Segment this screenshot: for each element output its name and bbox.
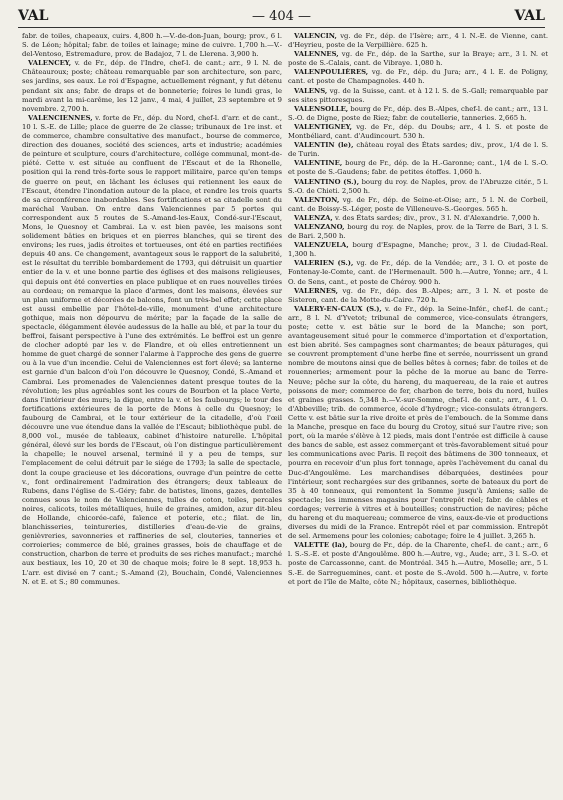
entry-body: vg. de Fr., dép. du Doubs; arr., 4 l. S. et poste de Montbéliard, cant. d'Audincourt. 530 h. bbox=[288, 122, 548, 141]
entry-body: bourg de Fr., dép. de la Charente, chef-l. de cant.; arr., 6 l. S.-S.-E. et poste d'Angoulême. 800 h.—Autre, vg., Aude; arr., 3 l. S.-O. et poste de Carcassonne, cant. de Montréal. 345 h.—Autre, Moselle; arr., 5 l. S.-E. de Sarreguemines, cant. et poste de S.-Avold. 500 h.—Autre, v. forte et port de l'île de Malte, côte N.; hôpitaux, casernes, bibliothèque. bbox=[288, 541, 548, 586]
entry-headword: VALENTINE, bbox=[294, 159, 343, 168]
entry-body: v. de Fr., dép. de l'Indre, chef-l. de cant.; arr., 9 l. N. de Châteauroux; poste; château remarquable par son architecture, son parc, ses jardins, ses eaux. Le roi d'Espagne, actuellement régnant, y fut détenu pendant six ans; fabr. de draps et de bonneterie; foires le lundi gras, le mardi avant la mi-carême, les 12 janv., 4 mai, 4 juillet, 23 septembre et 9 novembre. 2,700 h. bbox=[22, 59, 282, 113]
dictionary-entry bbox=[288, 541, 548, 586]
dictionary-entry bbox=[288, 123, 548, 141]
dictionary-entry bbox=[288, 87, 548, 105]
header-rule bbox=[18, 27, 545, 28]
entry-body: château royal des États sardes; div., prov., 1/4 de l. S. de Turin. bbox=[288, 141, 548, 159]
left-column bbox=[22, 32, 282, 794]
entry-headword: VALENPOULIÈRES, bbox=[294, 68, 369, 77]
dictionary-entry bbox=[288, 105, 548, 123]
entry-body: vg. de Fr., dép. de la Vendée; arr., 3 l. O. et poste de Fontenay-le-Comte, cant. de l'Hermenault. 500 h.—Autre, Yonne; arr., 4 l. O. de Sens, cant., et poste de Chéroy. 900 h. bbox=[288, 259, 548, 286]
running-header bbox=[18, 8, 545, 26]
header-keyword-right: VAL bbox=[514, 8, 545, 24]
right-column bbox=[288, 32, 548, 794]
entry-body: fabr. de toiles, chapeaux, cuirs. 4,800 h.—V.-de-don-Juan, bourg; prov., 6 l. S. de Léon; hôpital; fabr. de toiles et lainage; mine de cuivre. 1,700 h.—V.-del-Ventoso, Estremadure, prov. de Badajoz, 7 l. de Llerena. 3,900 h. bbox=[22, 32, 282, 59]
entry-headword: VALENTINO (S.), bbox=[294, 177, 360, 186]
entry-body: bourg de Fr., dép. de la H.-Garonne; cant., 1/4 de l. S.-O. et poste de S.-Gaudens; fabr. de petites étoffes. 1,060 h. bbox=[288, 159, 548, 177]
dictionary-entry bbox=[288, 141, 548, 159]
entry-body: v. forte de Fr., dép. du Nord, chef-l. d'arr. et de cant., 10 l. S.-E. de Lille; place de guerre de 2e classe; tribunaux de 1re inst. et de commerce, chambre consultative des manufact., bourse de commerce, direction des douanes, société des sciences, arts et industrie; académies de peinture et sculpture, cours d'architecture, collége communal, mont-de-piété. Cette v. est située au confluent de l'Escaut et de la Rhonelle, position qui la rend très-forte sous le rapport militaire, parce qu'en temps de guerre on peut, en lâchant les écluses qui retiennent les eaux de l'Escaut, étendre l'inondation autour de la place, et rendre les trois quarts de sa circonférence inabordables. Ses fortifications et sa citadelle sont du maréchal Vauban. On entre dans Valenciennes par 5 portes qui correspondent aux 5 routes de S.-Amand-les-Eaux, Condé-sur-l'Escaut, Mons, le Quesnoy et Cambrai. La v. est bien pavée, les maisons sont solidement bâties en briques et en pierres blanches, qui se tirent des environs; les rues, jadis étroites et tortueuses, ont été en parties rectifiées depuis 40 ans. Ce changement, avantageux sous le rapport de la salubrité, est le résultat du terrible bombardement de 1793, qui détruisit un quartier entier de la v. et une bonne partie des églises et des maisons religieuses, qui depuis ont été converties en place publique et en rues nouvelles tirées au cordeau; on remarque la place d'armes, dont les maisons, élevées sur un plan uniforme et décorées de balcons, font un très-bel effet; cette place est aussi embellie par l'hôtel-de-ville, monument d'une architecture gothique, mais non dépourvu de mérite; par la façade de la salle de spectacle, élégamment élevée audessus de la halle au blé, et par la tour du beffroi, faisant perspective à l'une des extrémités. Le beffroi est un genre de clocher adopté par les v. de Flandre, et où elles entretiennent un homme de guet chargé de sonner l'alarme à l'approche des gens de guerre ou à la vue d'un incendie. Celui de Valenciennes est fort élevé; sa lanterne est garnie d'un balcon d'où l'on découvre le Quesnoy, Condé, S.-Amand et Cambrai. Les promenades de Valenciennes datent presque toutes de la révolution; les plus agréables sont les cours de Bourbon et la place Verte, dans l'intérieur des murs; la digue, entre la v. et les faubourgs; le tour des fortifications extérieures de la porte de Mons à celle du Quesnoy; le faubourg de Cambrai, et le tour extérieur de la citadelle, d'où l'œil découvre une vue étendue dans la vallée de l'Escaut; bibliothèque publ. de 8,000 vol., musée de tableaux, cabinet d'histoire naturelle. L'hôpital général, élevé sur les bords de l'Escaut, où l'on distingue particulièrement la chapelle; le nouvel arsenal, terminé il y a peu de temps, sur l'emplacement de celui détruit par le siége de 1793; la salle de spectacle, dont la coupe gracieuse et les décorations, ouvrage d'un peintre de cette v., font ordinairement l'admiration des étrangers; deux tableaux de Rubens, dans l'église de S.-Géry; fabr. de batistes, linons, gazes, dentelles connues sous le nom de Valenciennes, tulles de coton, toiles, percales noires, calicots, toiles métalliques, huile de graines, amidon, azur dit-bleu de Hollande, chicorée-café, faïence et poterie, etc.; filat. de lin, blanchisseries, teintureries, distilleries d'eau-de-vie de grains, genièvreries, savonneries et raffineries de sel, clouteries, tanneries et corroieries; commerce de blé, graines grasses, bois de chauffage et de construction, charbon de terre et produits de ses riches manufact.; marché aux bestiaux, les 10, 20 et 30 de chaque mois; foire le 8 sept. 18,953 h. L'arr. est divisé en 7 cant.; S.-Amand (2), Bouchain, Condé, Valenciennes N. et E. et S.; 80 communes. bbox=[22, 113, 282, 586]
entry-headword: VALENSOLLE, bbox=[294, 104, 349, 113]
entry-headword: VALENZANO, bbox=[294, 222, 345, 231]
dictionary-entry bbox=[288, 214, 548, 223]
entry-headword: VALERIEN (S.), bbox=[294, 259, 354, 268]
entry-body: vg. de Fr., dép. de la Sarthe, sur la Braye; arr., 3 l. N. et poste de S.-Calais, cant. de Vibraye. 1,080 h. bbox=[288, 50, 548, 68]
dictionary-entry bbox=[288, 259, 548, 286]
dictionary-entry bbox=[288, 178, 548, 196]
entry-body: bourg de Fr., dép. des B.-Alpes, chef-l. de cant.; arr., 13 l. S.-O. de Digne, poste de Riez; fabr. de coutellerie, tanneries. 2,665 h. bbox=[288, 104, 548, 122]
entry-body: bourg du roy. de Naples, prov. de l'Abruzze citér., 5 l. S.-O. de Chieti. 2,500 h. bbox=[288, 177, 548, 195]
entry-headword: VALENTON, bbox=[294, 195, 340, 204]
entry-headword: VALENCEY, bbox=[28, 59, 72, 68]
dictionary-entry bbox=[288, 223, 548, 241]
entry-body: vg. de Fr., dép. des B.-Alpes; arr., 3 l. N. et poste de Sisteron, cant. de la Motte-du-Caire. 720 h. bbox=[288, 286, 548, 304]
entry-headword: VALENCIN, bbox=[294, 32, 337, 40]
entry-headword: VALENTIGNEY, bbox=[294, 122, 352, 131]
dictionary-entry bbox=[288, 305, 548, 541]
entry-body: vg. de Fr., dép. de l'Isère; arr., 4 l. N.-E. de Vienne, cant. d'Heyrieu, poste de la Verpillière. 625 h. bbox=[288, 32, 548, 50]
entry-headword: VALETTE (la), bbox=[294, 541, 348, 550]
entry-headword: VALENZA, bbox=[294, 213, 333, 222]
dictionary-entry bbox=[288, 287, 548, 305]
entry-body: v. des États sardes; div., prov., 3 l. N. d'Alexandrie. 7,000 h. bbox=[334, 213, 540, 222]
entry-headword: VALENZUELA, bbox=[294, 241, 349, 250]
dictionary-entry bbox=[288, 32, 548, 50]
entry-headword: VALERY-EN-CAUX (S.), bbox=[294, 304, 382, 313]
entry-body: vg. de Fr., dép. du Jura; arr., 4 l. E. de Poligny, cant. et poste de Champagnoles. 440 h. bbox=[288, 68, 548, 86]
dictionary-entry bbox=[22, 114, 282, 587]
entry-body: bourg d'Espagne, Manche; prov., 3 l. de Ciudad-Real. 1,300 h. bbox=[288, 241, 548, 259]
entry-headword: VALENCIENNES, bbox=[28, 113, 93, 122]
dictionary-entry bbox=[288, 50, 548, 68]
dictionary-entry bbox=[288, 196, 548, 214]
dictionary-entry bbox=[22, 59, 282, 114]
page-number: — 404 — bbox=[251, 9, 312, 24]
entry-headword: VALENS, bbox=[294, 86, 328, 95]
entry-body: vg. de Fr., dép. de Seine-et-Oise; arr., 5 l. N. de Corbeil, cant. de Boissy-S.-Léger, poste de Villeneuve-S.-Georges. 565 h. bbox=[288, 195, 548, 213]
dictionary-entry bbox=[288, 159, 548, 177]
dictionary-entry bbox=[22, 32, 282, 59]
entry-body: vg. de la Suisse, cant. et à 12 l. S. de S.-Gall; remarquable par ses sites pittoresques. bbox=[288, 86, 548, 104]
dictionary-entry bbox=[288, 68, 548, 86]
entry-body: v. de Fr., dép. la Seine-Infér., chef-l. de cant.; arr., 8 l. N. d'Yvetot; tribunal de commerce, vice-consulats étrangers, poste; cette v. est bâtie sur le bord de la Manche; son port, avantageusement situé pour le commerce d'importation et d'exportation, est bien abrité. Ses campagnes sont charmantes; de beaux pâturages, qui se couvrent promptement d'une herbe fine et serrée, nourrissent un grand nombre de moutons ainsi que de belles bêtes à cornes; fabr. de toiles et de rouenneries; armement pour la pêche de la morue au banc de Terre-Neuve; pêche sur la côte, du hareng, du maquereau, de la raie et autres poissons de mer; commerce de fer, charbon de terre, bois du nord, huiles et graines grasses. 5,348 h.—V.-sur-Somme, chef-l. de cant.; arr., 4 l. O. d'Abbeville; trib. de commerce, école d'hydrogr.; vice-consulats étrangers. Cette v. est bâtie sur la rive droite et près de l'embouch. de la Somme dans la Manche, presque en face du bourg du Crotoy, situé sur l'autre rive; son port, où la marée s'élève à 12 pieds, mais dont l'entrée est difficile à cause des bancs de sable, est assez commerçant et très-favorablement situé pour les communications avec Paris. Il reçoit des bâtimens de 300 tonneaux, et pourra en recevoir d'un plus fort tonnage, après l'achèvement du canal du Duc-d'Angoulême. Les marchandises débarquées, destinées pour l'intérieur, sont rechargées sur des gribannes, sorte de bateaux du port de 35 à 40 tonneaux, qui remontent la Somme jusqu'à Amiens; salle de spectacle; les immenses magasins pour l'entrepôt réel; fabr. de câbles et cordages; verrerie à vitres et à bouteilles; construction de navires; pêche du hareng et du maquereau; commerce de vins, eaux-de-vie et productions diverses du midi de la France. Entrepôt réel et par commission. Entrepôt de sel. Armemens pour les colonies; cabotage; foire le 4 juillet. 3,265 h. bbox=[288, 304, 548, 541]
entry-body: bourg du roy. de Naples, prov. de la Terre de Bari, 3 l. S. de Bari. 2,500 h. bbox=[288, 222, 548, 241]
entry-headword: VALENNES, bbox=[294, 50, 339, 59]
entry-headword: VALERNES, bbox=[294, 286, 339, 295]
header-keyword-left: VAL bbox=[18, 8, 49, 24]
entry-headword: VALENTIN (le), bbox=[294, 141, 354, 150]
dictionary-entry bbox=[288, 241, 548, 259]
